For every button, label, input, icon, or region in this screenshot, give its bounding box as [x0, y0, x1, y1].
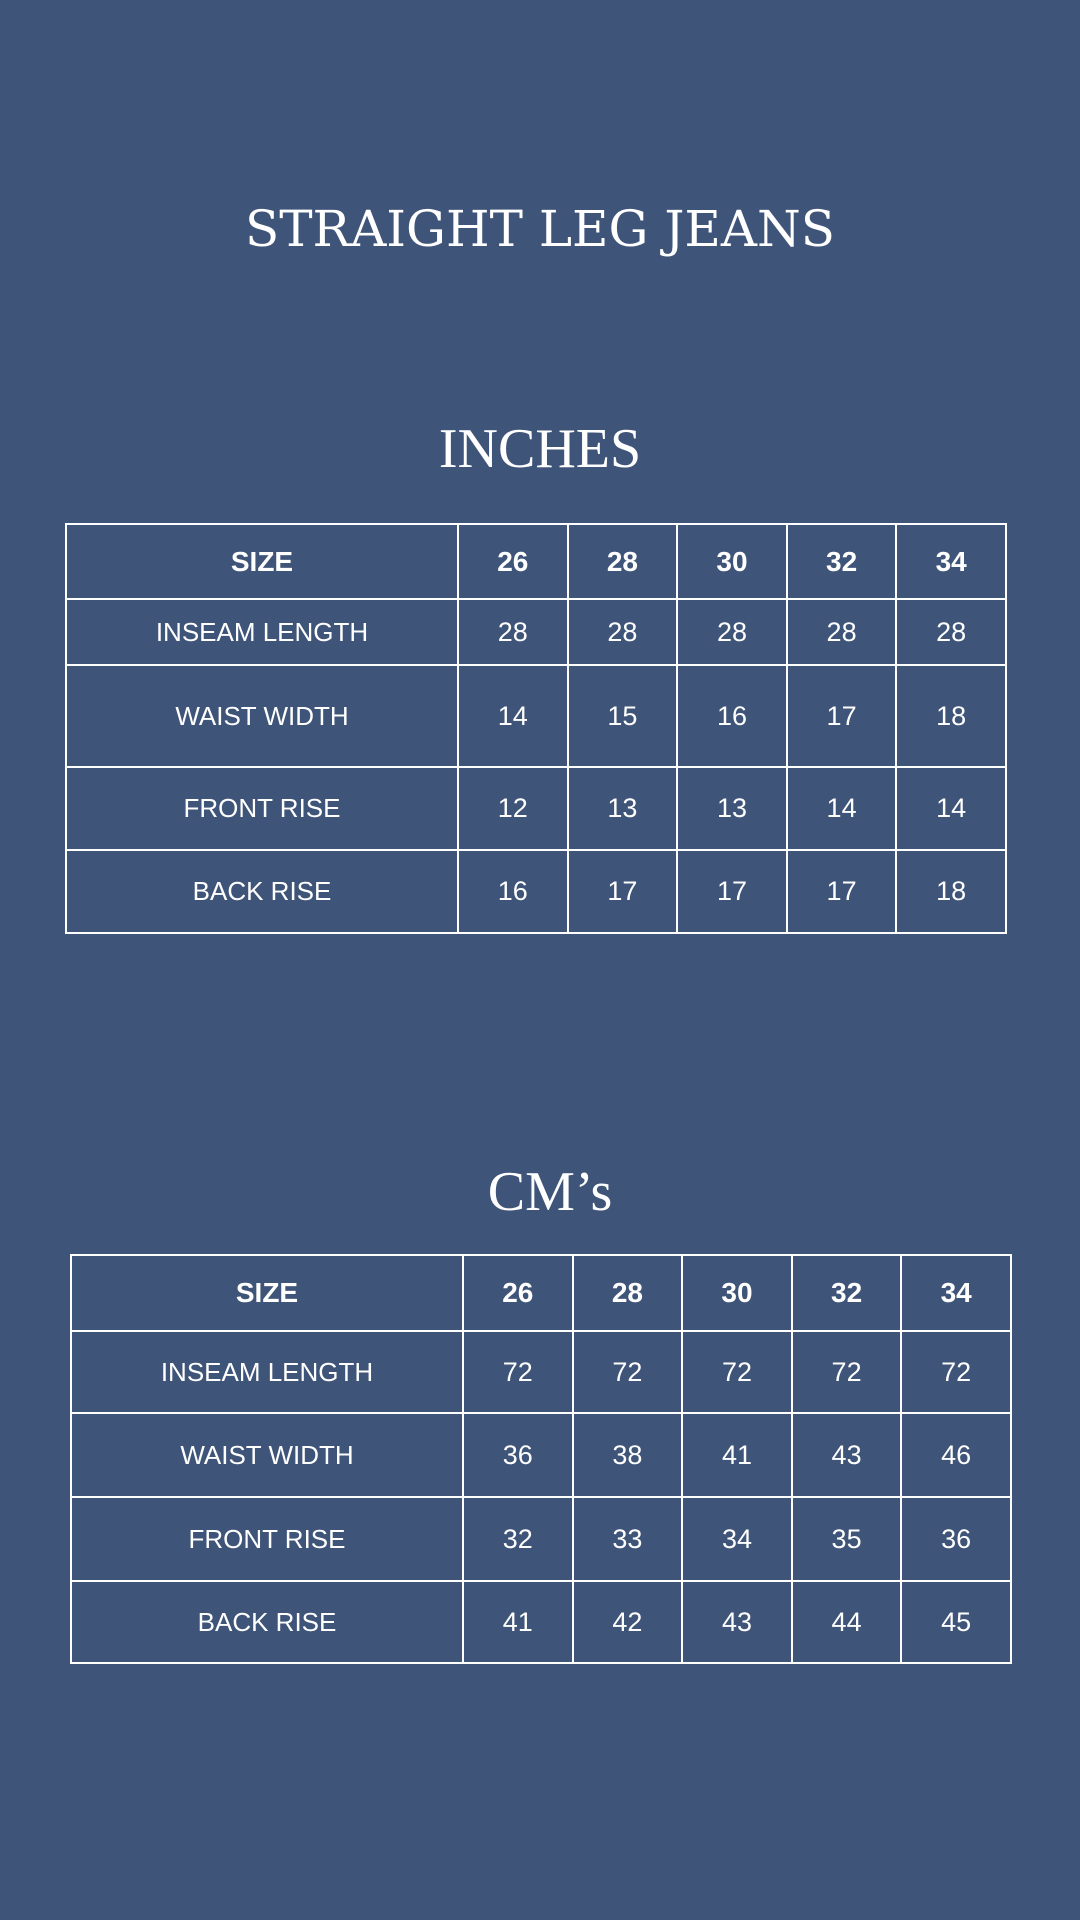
- table-cell: 13: [677, 767, 787, 850]
- table-cell: 33: [573, 1497, 683, 1581]
- table-cell: 72: [682, 1331, 792, 1413]
- table-cell: 16: [677, 665, 787, 767]
- table-cell: 44: [792, 1581, 902, 1663]
- size-column-header: 32: [787, 524, 897, 599]
- row-label: WAIST WIDTH: [66, 665, 458, 767]
- table-cell: 13: [568, 767, 678, 850]
- table-cell: 28: [568, 599, 678, 665]
- table-row: [66, 767, 1006, 850]
- inches-size-table: [65, 523, 1007, 934]
- table-cell: 41: [682, 1413, 792, 1497]
- table-cell: 72: [901, 1331, 1011, 1413]
- table-row: [71, 1581, 1011, 1663]
- table-cell: 34: [682, 1497, 792, 1581]
- table-cell: 36: [463, 1413, 573, 1497]
- table-cell: 18: [896, 850, 1006, 933]
- size-header: SIZE: [66, 524, 458, 599]
- table-cell: 35: [792, 1497, 902, 1581]
- table-cell: 14: [787, 767, 897, 850]
- row-label: BACK RISE: [71, 1581, 463, 1663]
- table-cell: 41: [463, 1581, 573, 1663]
- table-cell: 32: [463, 1497, 573, 1581]
- table-row: [66, 599, 1006, 665]
- table-header-row: [66, 524, 1006, 599]
- table-row: [71, 1413, 1011, 1497]
- size-column-header: 26: [463, 1255, 573, 1331]
- size-column-header: 30: [682, 1255, 792, 1331]
- table-cell: 17: [787, 665, 897, 767]
- size-column-header: 30: [677, 524, 787, 599]
- table-row: [66, 850, 1006, 933]
- table-cell: 28: [896, 599, 1006, 665]
- table-cell: 28: [677, 599, 787, 665]
- size-column-header: 26: [458, 524, 568, 599]
- size-column-header: 28: [568, 524, 678, 599]
- table-cell: 46: [901, 1413, 1011, 1497]
- table-row: [71, 1497, 1011, 1581]
- table-cell: 38: [573, 1413, 683, 1497]
- table-cell: 15: [568, 665, 678, 767]
- table-cell: 17: [568, 850, 678, 933]
- size-header: SIZE: [71, 1255, 463, 1331]
- row-label: FRONT RISE: [71, 1497, 463, 1581]
- row-label: INSEAM LENGTH: [71, 1331, 463, 1413]
- table-cell: 14: [458, 665, 568, 767]
- table-cell: 72: [792, 1331, 902, 1413]
- page-title: STRAIGHT LEG JEANS: [244, 200, 836, 258]
- table-cell: 17: [787, 850, 897, 933]
- table-cell: 28: [787, 599, 897, 665]
- row-label: INSEAM LENGTH: [66, 599, 458, 665]
- table-cell: 43: [792, 1413, 902, 1497]
- table-row: [66, 665, 1006, 767]
- table-cell: 28: [458, 599, 568, 665]
- table-cell: 45: [901, 1581, 1011, 1663]
- cms-section-title: CM’s: [487, 1161, 613, 1223]
- table-header-row: [71, 1255, 1011, 1331]
- row-label: BACK RISE: [66, 850, 458, 933]
- size-column-header: 34: [901, 1255, 1011, 1331]
- table-cell: 12: [458, 767, 568, 850]
- table-row: [71, 1331, 1011, 1413]
- cms-size-table: [70, 1254, 1012, 1664]
- table-cell: 43: [682, 1581, 792, 1663]
- table-cell: 72: [463, 1331, 573, 1413]
- size-column-header: 34: [896, 524, 1006, 599]
- table-cell: 72: [573, 1331, 683, 1413]
- table-cell: 18: [896, 665, 1006, 767]
- row-label: WAIST WIDTH: [71, 1413, 463, 1497]
- table-cell: 42: [573, 1581, 683, 1663]
- row-label: FRONT RISE: [66, 767, 458, 850]
- table-cell: 17: [677, 850, 787, 933]
- inches-section-title: INCHES: [438, 418, 642, 480]
- size-column-header: 28: [573, 1255, 683, 1331]
- size-column-header: 32: [792, 1255, 902, 1331]
- table-cell: 36: [901, 1497, 1011, 1581]
- table-cell: 14: [896, 767, 1006, 850]
- table-cell: 16: [458, 850, 568, 933]
